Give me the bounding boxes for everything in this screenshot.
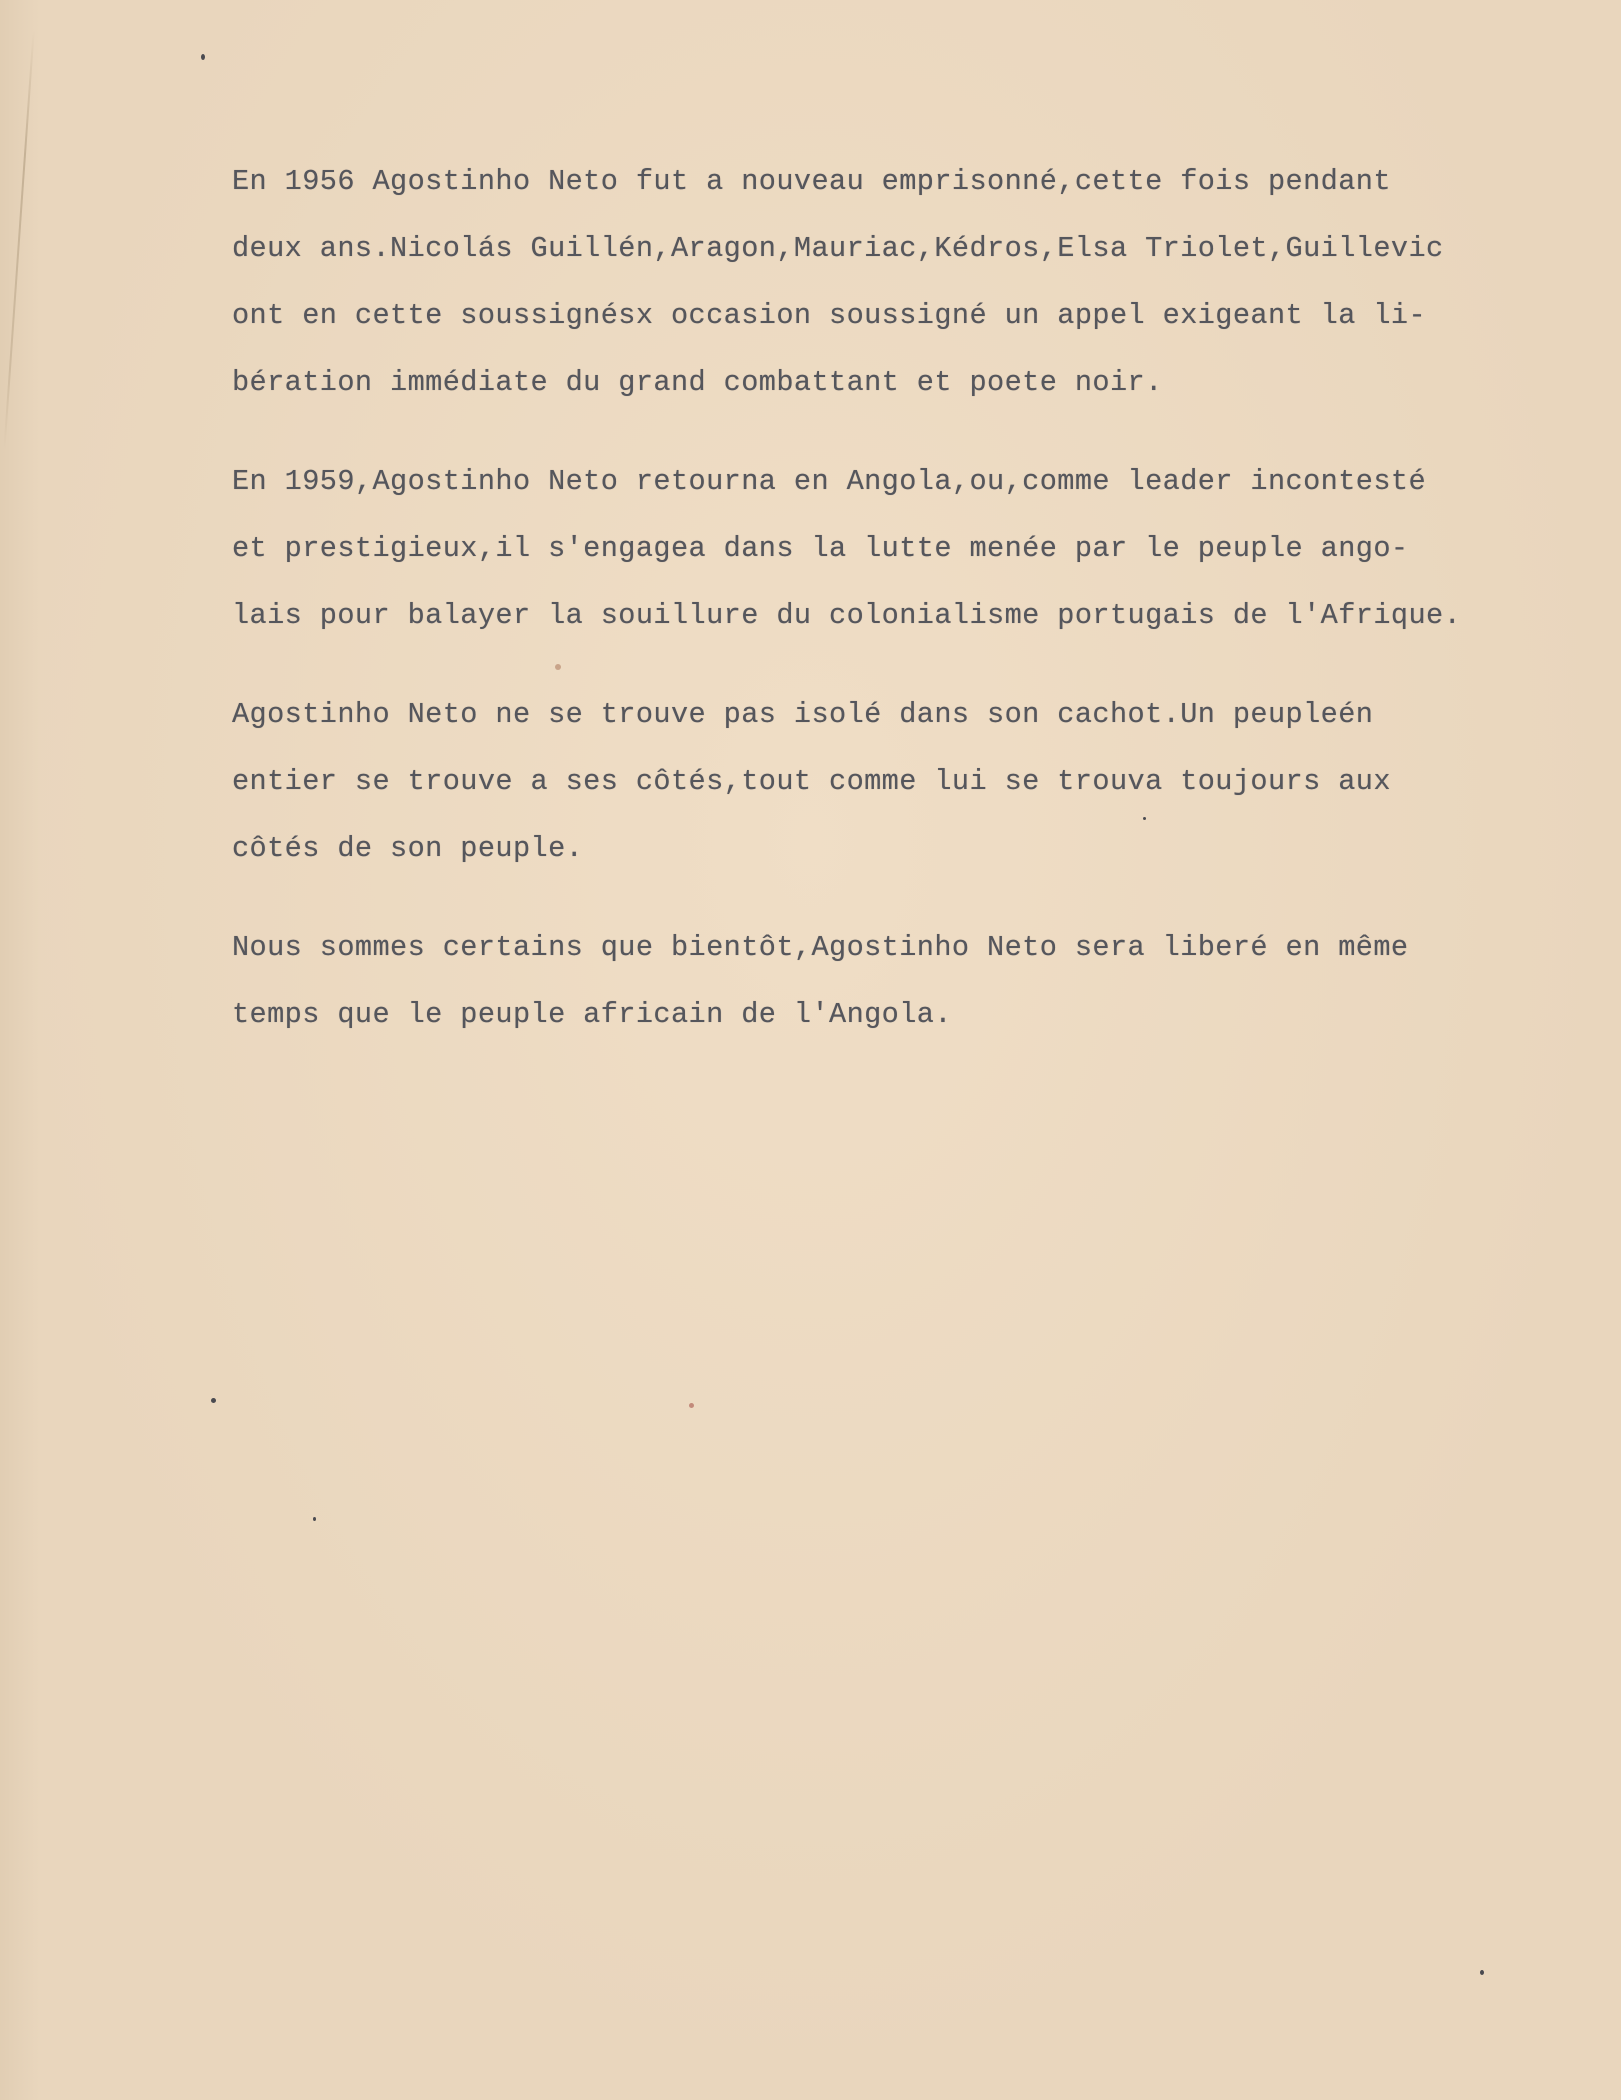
ink-speck	[201, 54, 205, 60]
text-line: En 1959,Agostinho Neto retourna en Angola,ou,comme leader incontesté	[232, 465, 1427, 498]
ink-speck	[313, 1517, 316, 1521]
paragraph	[232, 681, 1602, 882]
text-line: côtés de son peuple.	[232, 832, 584, 865]
paragraph	[232, 914, 1602, 1048]
ink-speck	[689, 1403, 694, 1408]
ink-speck	[211, 1398, 216, 1403]
ink-speck	[1480, 1970, 1484, 1975]
typewritten-text	[232, 148, 1602, 1080]
text-line: ont en cette soussignésx occasion soussigné un appel exigeant la li-	[232, 299, 1427, 332]
text-line: et prestigieux,il s'engagea dans la lutte menée par le peuple ango-	[232, 532, 1409, 565]
text-line: En 1956 Agostinho Neto fut a nouveau emprisonné,cette fois pendant	[232, 165, 1391, 198]
text-line: temps que le peuple africain de l'Angola.	[232, 998, 952, 1031]
text-line: Nous sommes certains que bientôt,Agostinho Neto sera liberé en même	[232, 931, 1409, 964]
text-line: deux ans.Nicolás Guillén,Aragon,Mauriac,Kédros,Elsa Triolet,Guillevic	[232, 232, 1444, 265]
paragraph	[232, 448, 1602, 649]
text-line: entier se trouve a ses côtés,tout comme lui se trouva toujours aux	[232, 765, 1391, 798]
text-line: lais pour balayer la souillure du colonialisme portugais de l'Afrique.	[232, 599, 1462, 632]
paragraph	[232, 148, 1602, 416]
text-line: bération immédiate du grand combattant et poete noir.	[232, 366, 1163, 399]
paper-crease	[3, 30, 34, 449]
text-line: Agostinho Neto ne se trouve pas isolé dans son cachot.Un peupleén	[232, 698, 1374, 731]
